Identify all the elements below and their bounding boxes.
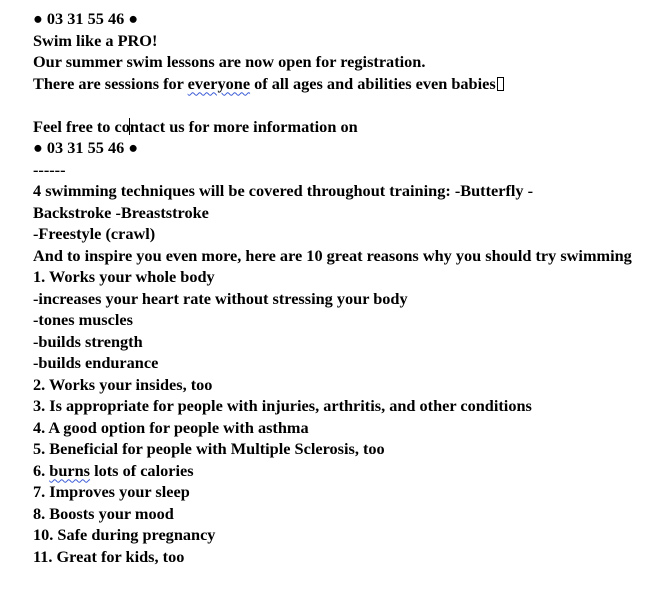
reason-item: 7. Improves your sleep <box>33 482 190 501</box>
reason-item: 10. Safe during pregnancy <box>33 525 216 544</box>
intro-text-end: of all ages and abilities even babies <box>250 73 496 93</box>
spellcheck-flagged-word[interactable]: everyone <box>187 73 251 93</box>
phone-number-top: ● 03 31 55 46 ● <box>33 9 139 28</box>
contact-text-end: ntact us for more information on <box>129 116 358 136</box>
inspire-paragraph: And to inspire you even more, here are 10 great reasons why you should try swimming <box>33 245 632 265</box>
reason-item: 5. Beneficial for people with Multiple Sclerosis, too <box>33 439 385 458</box>
techniques-line-2: Backstroke -Breaststroke <box>33 202 209 222</box>
intro-line-sessions <box>33 73 643 95</box>
phone-number-bottom: ● 03 31 55 46 ● <box>33 138 139 157</box>
reason-item: 11. Great for kids, too <box>33 546 185 566</box>
reason-6-suffix: lots of calories <box>90 460 194 480</box>
intro-line-registration: Our summer swim lessons are now open for registration. <box>33 52 426 71</box>
separator: ------ <box>33 159 66 179</box>
headline: Swim like a PRO! <box>33 30 158 50</box>
reason-item: 8. Boosts your mood <box>33 503 174 523</box>
reason-item-6 <box>33 460 643 482</box>
intro-text-start: There are sessions for <box>33 73 188 93</box>
document-body[interactable] <box>33 8 643 567</box>
reason-subitem: -increases your heart rate without stressing your body <box>33 288 408 308</box>
reason-item: 3. Is appropriate for people with injuries, arthritis, and other conditions <box>33 396 532 415</box>
reason-item: 2. Works your insides, too <box>33 374 213 394</box>
contact-text-start: Feel free to co <box>33 116 130 136</box>
reason-6-prefix: 6. <box>33 460 50 480</box>
reason-item: 4. A good option for people with asthma <box>33 417 309 437</box>
techniques-line-1: 4 swimming techniques will be covered throughout training: -Butterfly - <box>33 181 534 200</box>
reason-item: 1. Works your whole body <box>33 267 215 286</box>
spellcheck-flagged-word[interactable]: burns <box>49 460 91 480</box>
reason-subitem: -builds strength <box>33 331 143 351</box>
blank-line <box>33 94 643 116</box>
missing-glyph-box-icon <box>497 77 504 91</box>
contact-line <box>33 116 643 138</box>
reason-subitem: -builds endurance <box>33 353 159 372</box>
techniques-line-3: -Freestyle (crawl) <box>33 224 156 243</box>
reason-subitem: -tones muscles <box>33 310 133 329</box>
